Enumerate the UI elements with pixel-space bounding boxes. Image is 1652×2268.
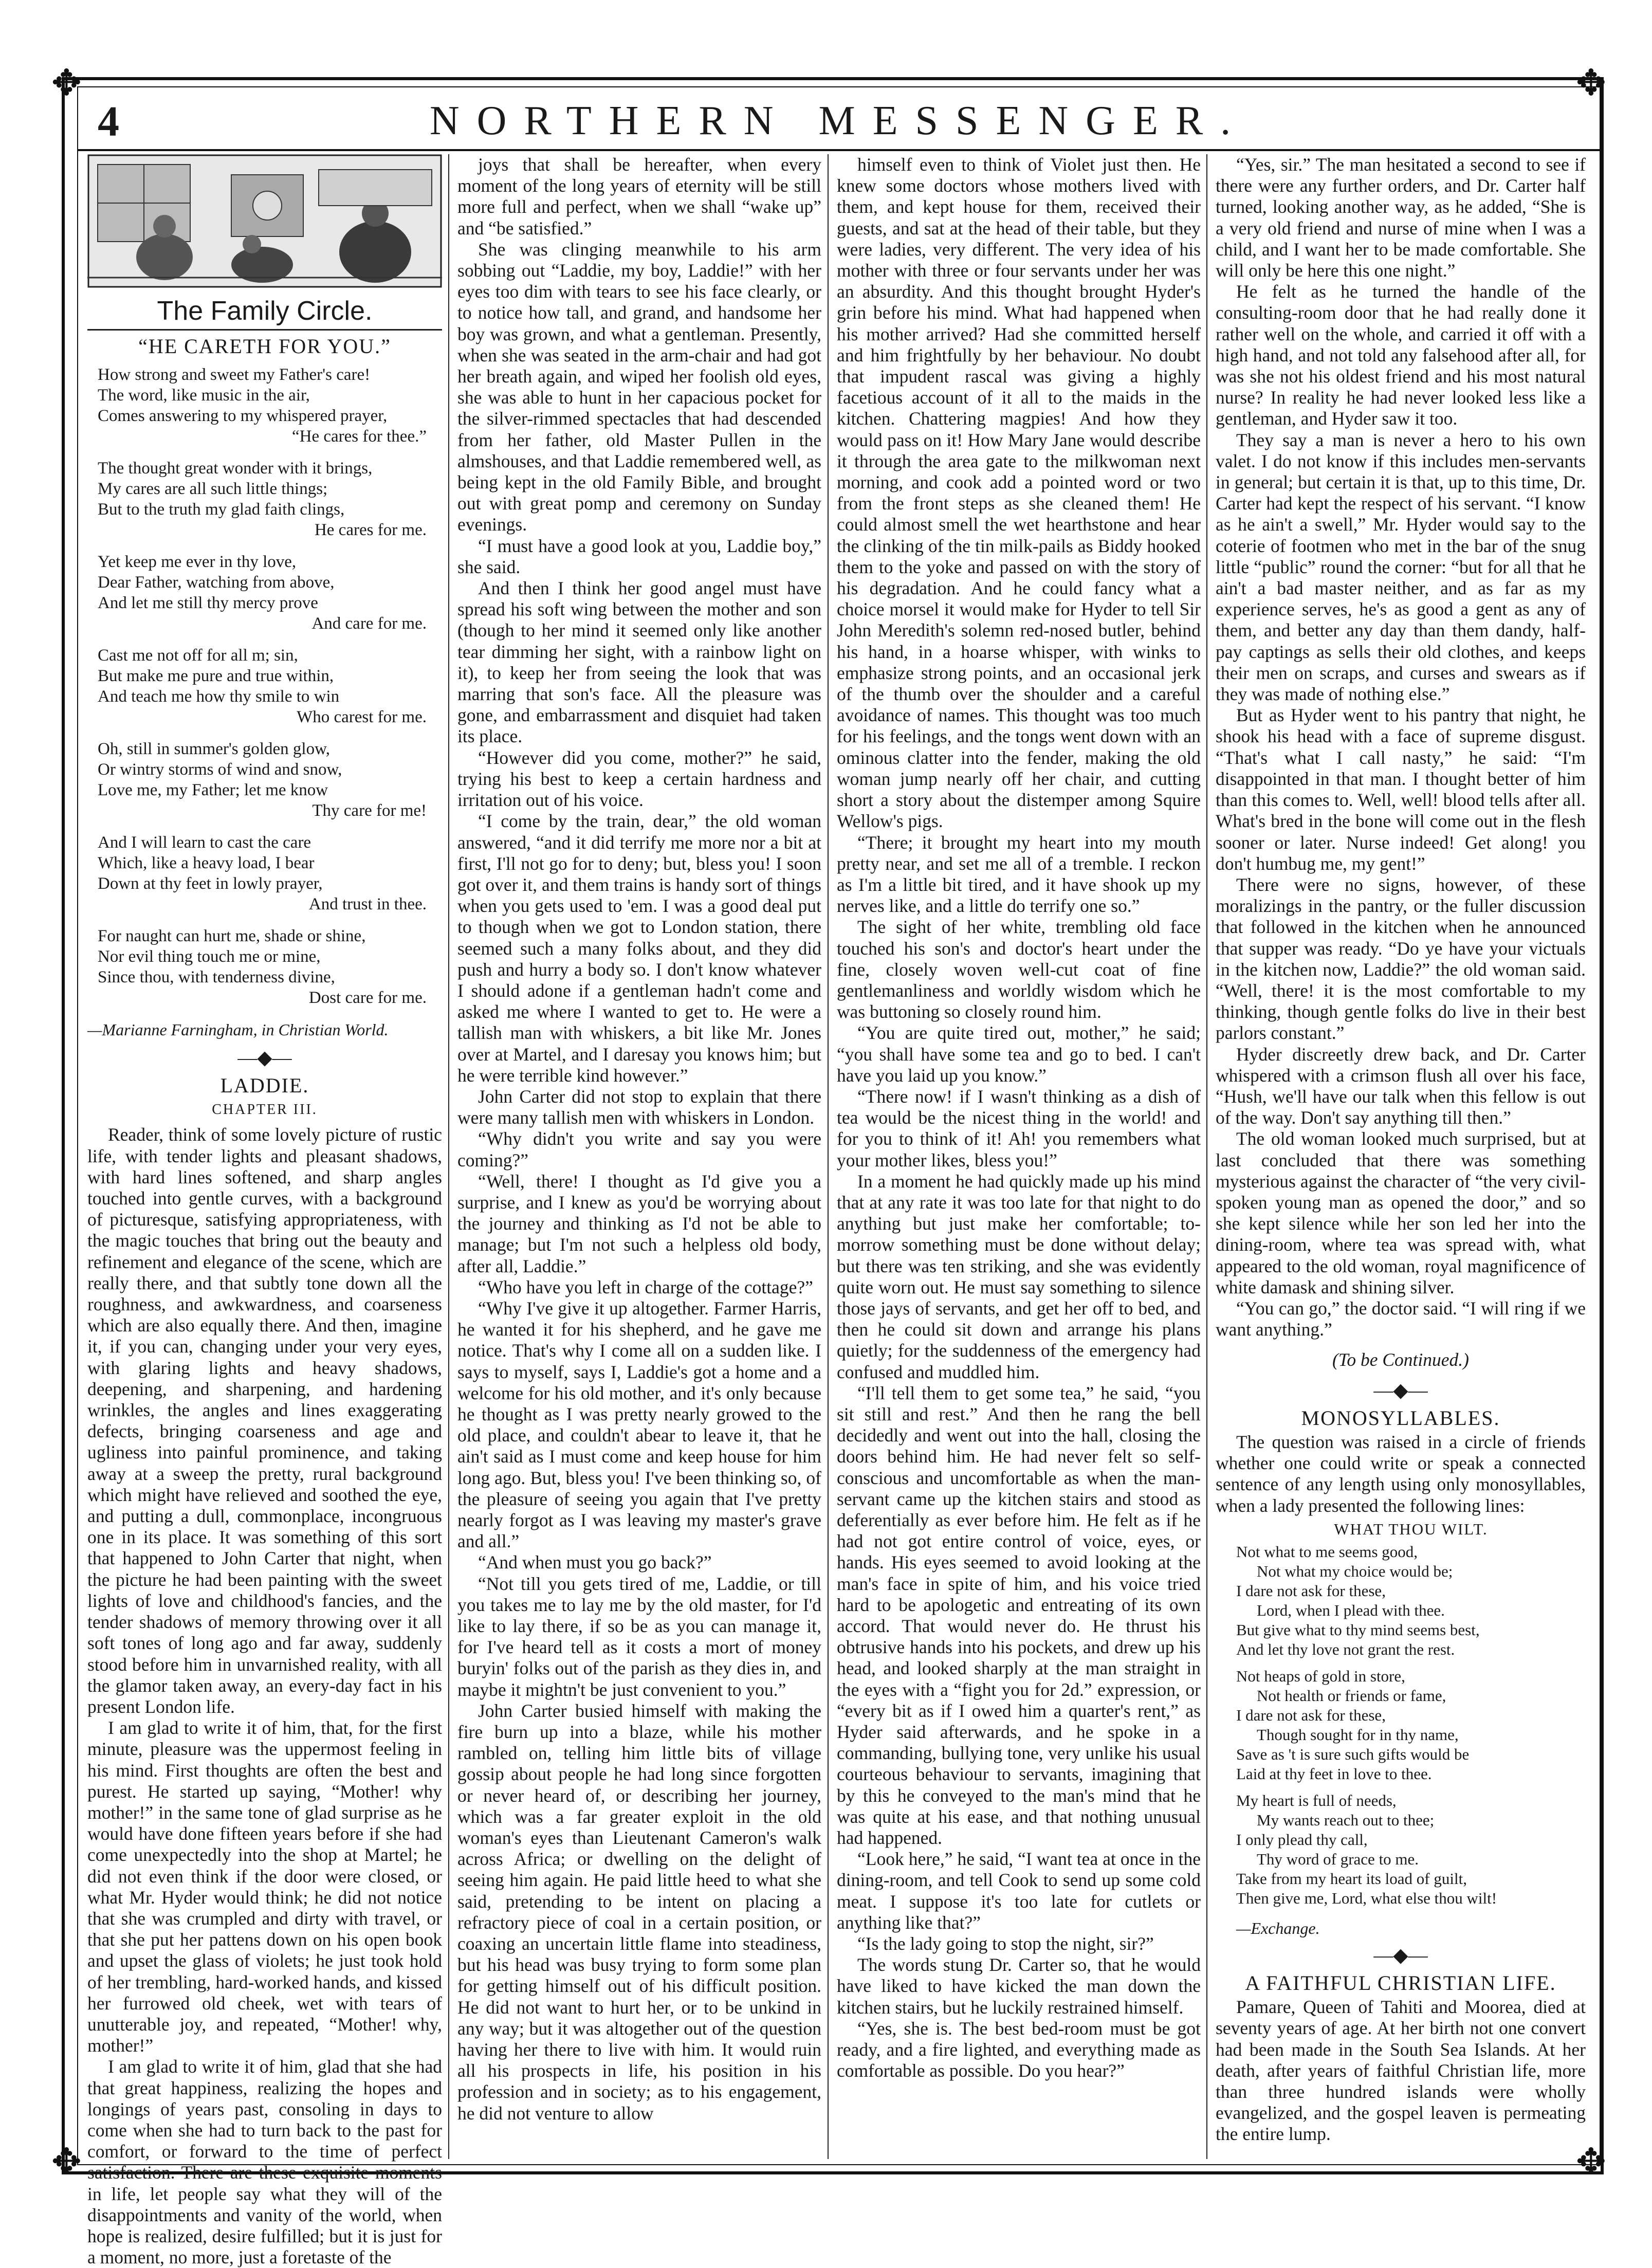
paragraph: I am glad to write it of him, glad that she had that great happiness, realizing the hopes and longings of years past, consoling in days to come when she had to turn back to the past for comfort, or forward to the time of perfect satisfaction. There are these exquisite moments in life, let people say what they will of the disappointments and vanity of the world, when hope is realized, desire fulfilled; but it is just for a moment, no more, just a foretaste of the xyxy=(87,2056,442,2268)
paragraph: And then I think her good angel must have spread his soft wing between the mother and son (though to her mind it seemed only like another tear dimming her sight, with a rainbow light on it), to keep her from seeing the look that was marring that son's face. All the pleasure was gone, and embarrassment and disquiet had taken its place. xyxy=(457,578,821,747)
corner-ornament-icon: ✥ xyxy=(51,2143,82,2182)
corner-ornament-icon: ✥ xyxy=(1576,64,1606,103)
poem-line: And trust in thee. xyxy=(308,894,427,913)
poem-line: The thought great wonder with it brings, xyxy=(98,459,373,478)
paragraph: Reader, think of some lovely picture of rustic life, with tender lights and pleasant shadows, with hard lines softened, and sharp angles touched into gentle curves, with a background of picturesque, satisfying appropriateness, with the magic touches that bring out the beauty and refinement and elegance of the scene, which are really there, and that subtly tone down all the roughness, and awkwardness, and coarseness which are also equally there. And then, imagine it, if you can, changing under your very eyes, with glaring lights and heavy shadows, deepening, and sharpening, and hardening wrinkles, the angles and lines exaggerating defects, bringing coarseness and age and ugliness into painful prominence, and taking away at a sweep the pretty, rural background which might have relieved and soothed the eye, and putting a dull, commonplace, incongruous one in its place. It was something of this sort that happened to John Carter that night, when the picture he had been painting with the sweet lights of love and childhood's fancies, and the tender shadows of memory throwing over it all soft tones of long ago and far away, suddenly stood before him in unvarnished reality, with all the glamor taken away, an every-day fact in his present London life. xyxy=(87,1124,442,1717)
poem-line: Oh, still in summer's golden glow, xyxy=(98,739,331,758)
story-title: LADDIE. xyxy=(220,1074,309,1098)
stanza-gap xyxy=(1236,1908,1586,1915)
poem-stanza xyxy=(98,364,442,447)
poem-line: And I will learn to cast the care xyxy=(98,833,311,852)
poem-line: Dost care for me. xyxy=(308,988,427,1007)
poem-line: And let me still thy mercy prove xyxy=(98,593,318,612)
poem-line: And care for me. xyxy=(311,614,427,633)
column-2 xyxy=(457,154,821,2159)
poem-line: The word, like music in the air, xyxy=(98,386,310,405)
paragraph: “There now! if I wasn't thinking as a dish of tea would be the nicest thing in the world! and for you to think of it! Ah! you remembers what your mother likes, bless you!” xyxy=(837,1086,1201,1170)
paragraph: “Who have you left in charge of the cottage?” xyxy=(478,1276,813,1297)
paragraph: He felt as he turned the handle of the consulting-room door that he had really done it rather well on the whole, and carried it off with a high hand, and not told any falsehood after all, for was she not his oldest friend and his most natural nurse? In reality he had never looked less like a gentleman, and Hyder saw it too. xyxy=(1216,281,1586,429)
poem-line: Thy care for me! xyxy=(312,801,427,820)
paragraph: “Not till you gets tired of me, Laddie, or till you takes me to lay me by the old master, for I'd like to lay there, if so be as you can manage it, for I've heard tell as it costs a mort of money buryin' folks out of the parish as they dies in, and maybe it mightn't be just convenient to you.” xyxy=(457,1573,821,1700)
column-4 xyxy=(1216,154,1586,2159)
paragraph: “Well, there! I thought as I'd give you a surprise, and I knew as you'd be worrying about the journey and thinking as I'd not be able to manage; but I'm not such a helpless old body, after all, Laddie.” xyxy=(457,1170,821,1276)
column-1 xyxy=(87,154,442,2268)
paragraph: The words stung Dr. Carter so, that he would have liked to have kicked the man down the kitchen stairs, but he luckily restrained himself. xyxy=(837,1954,1201,2018)
poem-stanza xyxy=(98,926,442,1008)
poem-line: Not what to me seems good, xyxy=(1236,1542,1418,1561)
poem-line: Then give me, Lord, what else thou wilt! xyxy=(1236,1889,1497,1907)
poem-line: Comes answering to my whispered prayer, xyxy=(98,406,388,425)
poem-line: How strong and sweet my Father's care! xyxy=(98,365,371,384)
to-be-continued: (To be Continued.) xyxy=(1332,1349,1469,1370)
poem-line: Dear Father, watching from above, xyxy=(98,573,335,592)
poem-title: “HE CARETH FOR YOU.” xyxy=(138,335,391,358)
paragraph: “Why I've give it up altogether. Farmer Harris, he wanted it for his shepherd, and he gave me notice. That's why I come all on a sudden like. I says to myself, says I, Laddie's got a home and a welcome for his old mother, and it's only because he thought as I was pretty nearly growed to the old place, and couldn't abear to leave it, that he ain't said as I must come and keep house for him long ago. But, bless you! I've been thinking so, of the pleasure of seeing you again that I've pretty nearly forgot as I was leaving my master's grave and all.” xyxy=(457,1297,821,1552)
poem-source: —Exchange. xyxy=(1236,1918,1320,1937)
section-title-family-circle: The Family Circle. xyxy=(157,296,373,326)
masthead: NORTHERN MESSENGER. xyxy=(429,98,1249,143)
poem-line: Which, like a heavy load, I bear xyxy=(98,853,315,872)
poem-line: Love me, my Father; let me know xyxy=(98,780,328,799)
paragraph: The sight of her white, trembling old face touched his son's and doctor's heart under the fine, closely woven well-cut coat of fine gentlemanliness and worldly wisdom which he was buttoning so closely round him. xyxy=(837,917,1201,1022)
paragraph: John Carter busied himself with making the fire burn up into a blaze, while his mother rambled on, telling him little bits of village gossip about people he had long since forgotten or never heard of, or describing her journey, which was a far greater exploit in the old woman's eyes than Lieutenant Cameron's walk across Africa; or dwelling on the delight of seeing him again. He paid little heed to what she said, pretending to be intent on placing a refractory piece of coal in a certain position, or coaxing an uncertain little flame into steadiness, but his head was busy trying to form some plan for getting himself out of his difficult position. He did not want to hurt her, or to be unkind in any way; but it was altogether out of the question having her there to live with him. It would ruin all his prospects in life, his position in his profession and in society; as to his engagement, he did not venture to allow xyxy=(457,1700,821,2124)
paragraph: “I'll tell them to get some tea,” he said, “you sit still and rest.” And then he rang the bell decidedly and went out into the hall, closing the doors behind him. He had never felt so self-conscious and uncomfortable as when the man-servant came up the kitchen stairs and stood as deferentially as ever before him. He felt as if he had not got entire control of voice, eyes, or hands. His eyes seemed to avoid looking at the man's face in spite of him, and his voice tried hard to be apologetic and entreating of its own accord. That would never do. He thrust his obtrusive hands into his pockets, and drew up his head, and looked sharply at the man straight in the eyes with a “fight you for 2d.” expression, or “every bit as if I owed him a quarter's rent,” as Hyder said afterwards, and he spoke in a commanding, bullying tone, very unlike his usual courteous behaviour to servants, imagining that by this he conveyed to the man's mind that he was quite at his ease, and that nothing unusual had happened. xyxy=(837,1382,1201,1849)
page-number: 4 xyxy=(98,98,119,145)
paragraph: “I must have a good look at you, Laddie boy,” she said. xyxy=(457,535,821,577)
paragraph: joys that shall be hereafter, when every moment of the long years of eternity will be still more full and perfect, when we shall “wake up” and “be satisfied.” xyxy=(457,154,821,239)
paragraph: There were no signs, however, of these moralizings in the pantry, or the fuller discussion that followed in the kitchen when he announced that supper was ready. “Do ye have your victuals in the kitchen now, Laddie?” the old woman said. “Well, there! it is the most comfortable to my thinking, though gentle folks do live in their best parlors constant.” xyxy=(1216,874,1586,1044)
poem-line: But give what to thy mind seems best, xyxy=(1236,1620,1480,1639)
poem-line: My wants reach out to thee; xyxy=(1257,1810,1435,1829)
column-rule xyxy=(448,154,449,2159)
poem-line: But make me pure and true within, xyxy=(98,666,334,685)
poem-line: I dare not ask for these, xyxy=(1236,1706,1386,1724)
poem-line: Down at thy feet in lowly prayer, xyxy=(98,874,323,893)
poem-line: Or wintry storms of wind and snow, xyxy=(98,760,342,779)
poem-line: “He cares for thee.” xyxy=(292,427,427,446)
divider xyxy=(87,329,442,331)
poem-line: My heart is full of needs, xyxy=(1236,1791,1397,1809)
paragraph: “However did you come, mother?” he said, trying his best to keep a certain hardness and irritation out of his voice. xyxy=(457,747,821,811)
poem-line: Cast me not off for all m; sin, xyxy=(98,646,298,665)
poem-stanza xyxy=(98,832,442,914)
poem-line: Lord, when I plead with thee. xyxy=(1257,1601,1445,1619)
poem-line: He cares for me. xyxy=(314,520,427,539)
story-text xyxy=(87,1124,442,2268)
poem-line: Save as 't is sure such gifts would be xyxy=(1236,1745,1470,1763)
poem-line: Not heaps of gold in store, xyxy=(1236,1667,1405,1685)
paragraph: But as Hyder went to his pantry that night, he shook his head with a face of supreme disgust. “That's what I call nasty,” he said: “I'm disappointed in that man. I thought better of him than this comes to. Well, well! blood tells after all. What's bred in the bone will come out in the flesh sooner or later. Nurse indeed! Get along! you don't humbug me, my gent!” xyxy=(1216,705,1586,874)
poem-stanzas xyxy=(87,364,442,1008)
paragraph: “Look here,” he said, “I want tea at once in the dining-room, and tell Cook to send up some cold meat. I suppose it's too late for cutlets or anything like that?” xyxy=(837,1849,1201,1933)
paragraph: Hyder discreetly drew back, and Dr. Carter whispered with a crimson flush all over his face, “Hush, we'll have our talk when this fellow is out of the way. Don't say anything till then.” xyxy=(1216,1044,1586,1128)
paragraph: In a moment he had quickly made up his mind that at any rate it was too late for that night to do anything but just make her comfortable; to-morrow something must be done without delay; but there was ten striking, and she was evidently quite worn out. He must say something to silence those jays of servants, and get her off to bed, and then he could sit down and arrange his plans quietly; for the suddenness of the emergency had confused and muddled him. xyxy=(837,1170,1201,1382)
poem-line: Laid at thy feet in love to thee. xyxy=(1236,1764,1432,1783)
paragraph: “I come by the train, dear,” the old woman answered, “and it did terrify me more nor a bit at first, I'll not go for to deny; but, bless you! I soon got over it, and them trains is handy sort of things when you gets used to 'em. I was a good deal put to though when we got to London station, there seemed such a many folks about, and they did push and hurry a body so. I don't know whatever I should adone if a gentleman hadn't come and asked me where I wanted to get to. He were a tallish man with whiskers, a bit like Mr. Jones over at Martel, and I daresay you knows him; but he were terrible kind however.” xyxy=(457,811,821,1086)
divider-ornament-icon: —◆— xyxy=(237,1047,292,1069)
paragraph: “Why didn't you write and say you were coming?” xyxy=(457,1128,821,1170)
monosyllables-intro: The question was raised in a circle of friends whether one could write or speak a connected sentence of any length using only monosyllables, when a lady presented the following lines: xyxy=(1216,1431,1586,1516)
poem-stanza xyxy=(98,458,442,540)
family-scene-engraving-icon xyxy=(87,154,442,288)
paragraph: “And when must you go back?” xyxy=(478,1552,712,1573)
poem-line: Though sought for in thy name, xyxy=(1257,1725,1459,1744)
poem-line: Who carest for me. xyxy=(297,707,427,726)
paragraph: “Is the lady going to stop the night, sir?” xyxy=(857,1933,1154,1954)
poem-what-thou-wilt xyxy=(1236,1520,1586,1938)
divider-ornament-icon: —◆— xyxy=(1373,1944,1428,1966)
paragraph: They say a man is never a hero to his own valet. I do not know if this includes men-servants in general; but certain it is that, up to this time, Dr. Carter had kept the respect of his servant. “I know as he ain't a swell,” Mr. Hyder would say to the coterie of footmen who met in the bar of the snug little “public” round the corner: “but for all that he ain't a bad master neither, and as far as my experience serves, he's as good a gent as any of them, and better any day than them dandy, half-pay captings as sells their old clothes, and keeps their men on scraps, and curses and swears as if they was made of nothing else.” xyxy=(1216,429,1586,705)
column-rule xyxy=(828,154,829,2159)
paragraph: “You are quite tired out, mother,” he said; “you shall have some tea and go to bed. I can't have you laid up you know.” xyxy=(837,1022,1201,1086)
section-title-monosyllables: MONOSYLLABLES. xyxy=(1301,1406,1500,1430)
poem-line: Since thou, with tenderness divine, xyxy=(98,967,335,986)
poem-stanza xyxy=(98,739,442,821)
paragraph: “Yes, she is. The best bed-room must be got ready, and a fire lighted, and everything made as comfortable as possible. Do you hear?” xyxy=(837,2018,1201,2081)
poem-line: And let thy love not grant the rest. xyxy=(1236,1640,1455,1658)
paragraph: “You can go,” the doctor said. “I will ring if we want anything.” xyxy=(1216,1297,1586,1340)
section-title-christian-life: A FAITHFUL CHRISTIAN LIFE. xyxy=(1245,1971,1556,1995)
corner-ornament-icon: ✥ xyxy=(1576,2143,1606,2182)
poem-line: I dare not ask for these, xyxy=(1236,1581,1386,1600)
story-text xyxy=(837,154,1201,2081)
paragraph: “There; it brought my heart into my mouth pretty near, and set me all of a tremble. I reckon as I'm a little bit tired, and it have shook up my nerves like, and a little do terrify one so.” xyxy=(837,832,1201,917)
paragraph: She was clinging meanwhile to his arm sobbing out “Laddie, my boy, Laddie!” with her eyes too dim with tears to see his face clearly, or to notice how tall, and grand, and handsome her boy was grown, and what a gentleman. Presently, when she was seated in the arm-chair and had got her breath again, and wiped her foolish old eyes, she was able to hunt in her capacious pocket for the silver-rimmed spectacles that had descended from her father, old Master Pullen in the almshouses, and that Laddie remembered well, as being kept in the old Family Bible, and brought out with great pomp and ceremony on Sunday evenings. xyxy=(457,239,821,535)
paragraph: The old woman looked much surprised, but at last concluded that there was something mysterious against the character of “the very civil-spoken young man as opened the door,” and so she kept silence while her son led her into the dining-room, where tea was spread with, what appeared to the old woman, royal magnificence of white damask and shining silver. xyxy=(1216,1128,1586,1297)
poem-line: Thy word of grace to me. xyxy=(1257,1850,1419,1868)
poem-line: Take from my heart its load of guilt, xyxy=(1236,1869,1467,1888)
paragraph: himself even to think of Violet just then. He knew some doctors whose mothers lived with them, and kept house for them, received their guests, and sat at the head of their table, but they were ladies, very different. The very idea of his mother with three or four servants under her was an absurdity. And this thought brought Hyder's grin before his mind. What had happened when his mother arrived? Had she committed herself and him frightfully by her behaviour. No doubt that impudent rascal was giving a highly facetious account of it all to the maids in the kitchen. Chattering magpies! And how they would pass on it! How Mary Jane would describe it through the area gate to the milkwoman next morning, and cook add a pointed word or two from the front steps as she cleaned them! He could almost smell the wet hearthstone and hear the clinking of the tin milk-pails as Biddy hooked them to the yoke and passed on with the story of his degradation. And he could fancy what a choice morsel it would make for Hyder to tell Sir John Meredith's solemn red-nosed butler, behind his hand, in a hoarse whisper, with winks to emphasize strong points, and an occasional jerk of the thumb over the shoulder and a careful avoidance of names. This thought was too much for his feelings, and the tongs went down with an ominous clatter into the fender, making the old woman jump nearly off her chair, and cutting short a story about the distemper among Squire Wellow's pigs. xyxy=(837,154,1201,832)
poem-stanza xyxy=(98,645,442,727)
column-3 xyxy=(837,154,1201,2159)
page-header xyxy=(77,92,1601,151)
poem-line: For naught can hurt me, shade or shine, xyxy=(98,926,366,945)
paragraph: John Carter did not stop to explain that there were many tallish men with whiskers in London. xyxy=(457,1086,821,1128)
poem-line: I only plead thy call, xyxy=(1236,1830,1368,1849)
story-text xyxy=(457,154,821,2124)
poem-title: WHAT THOU WILT. xyxy=(1334,1520,1488,1538)
poem-line: Not what my choice would be; xyxy=(1257,1562,1453,1580)
poem-line: Nor evil thing touch me or mine, xyxy=(98,947,321,966)
poem-line: But to the truth my glad faith clings, xyxy=(98,500,345,519)
corner-ornament-icon: ✥ xyxy=(51,64,82,103)
paragraph: “Yes, sir.” The man hesitated a second to see if there were any further orders, and Dr. Carter half turned, looking another way, as he added, “She is a very old friend and nurse of mine when I was a child, and I want her to be made comfortable. She will only be here this one night.” xyxy=(1216,154,1586,281)
poem-line: Not health or friends or fame, xyxy=(1257,1686,1446,1705)
chapter-heading: CHAPTER III. xyxy=(212,1102,318,1118)
christian-life-text: Pamare, Queen of Tahiti and Moorea, died at seventy years of age. At her birth not one convert had been made in the South Sea Islands. At her death, after years of faithful Christian life, more than three hundred islands were wholly evangelized, and the gospel leaven is permeating the entire lump. xyxy=(1216,1997,1586,2145)
poem-line: And teach me how thy smile to win xyxy=(98,687,340,706)
paragraph: I am glad to write it of him, that, for the first minute, pleasure was the uppermost feeling in his mind. First thoughts are often the best and purest. He started up saying, “Mother! why mother!” in the same tone of glad surprise as he would have done fifteen years before if she had come unexpectedly into the shop at Martel; he did not even think if the door were closed, or what Mr. Hyder would think; he did not notice that she was crumpled and dirty with travel, or that she put her pattens down on his open book and upset the glass of violets; he just took hold of her trembling, hard-worked hands, and kissed her furrowed old cheek, wet with tears of unutterable joy, and repeated, “Mother! why, mother!” xyxy=(87,1717,442,2056)
poem-attribution: —Marianne Farningham, in Christian World. xyxy=(87,1020,389,1039)
poem-stanza xyxy=(98,552,442,634)
stanza-gap xyxy=(1236,1784,1586,1791)
poem-stanzas xyxy=(1236,1542,1586,1915)
poem-line: Yet keep me ever in thy love, xyxy=(98,552,297,571)
poem-line: My cares are all such little things; xyxy=(98,479,328,498)
column-rule xyxy=(1206,154,1207,2159)
divider-ornament-icon: —◆— xyxy=(1373,1379,1428,1401)
story-text xyxy=(1216,154,1586,1340)
stanza-gap xyxy=(1236,1659,1586,1667)
